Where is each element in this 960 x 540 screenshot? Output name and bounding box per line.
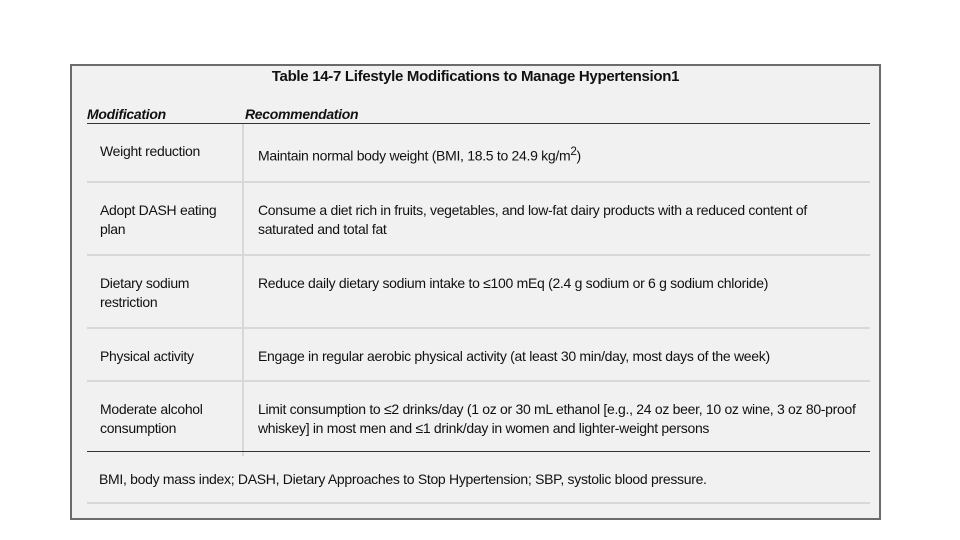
recommendation-cell: Engage in regular aerobic physical activity (at least 30 min/day, most days of the week) <box>258 348 770 364</box>
table-row <box>87 124 870 183</box>
table-footnote: BMI, body mass index; DASH, Dietary Approaches to Stop Hypertension; SBP, systolic blood pressure. <box>99 471 707 487</box>
recommendation-text: Maintain normal body weight (BMI, 18.5 to 24.9 kg/m <box>258 147 571 164</box>
recommendation-tail: ) <box>576 147 581 164</box>
table-row <box>87 329 870 382</box>
column-header-recommendation: Recommendation <box>245 106 359 122</box>
table-row <box>87 382 870 456</box>
table-row <box>87 183 870 256</box>
recommendation-cell: Reduce daily dietary sodium intake to ≤100 mEq (2.4 g sodium or 6 g sodium chloride) <box>258 275 769 291</box>
table-frame <box>70 64 881 520</box>
modification-cell: Moderate alcohol consumption <box>87 382 244 456</box>
table-row <box>87 256 870 329</box>
modification-cell: Physical activity <box>87 329 244 380</box>
recommendation-cell: Consume a diet rich in fruits, vegetables, and low-fat dairy products with a reduced content of saturated and total fat <box>258 202 807 237</box>
column-header-modification: Modification <box>87 106 166 122</box>
recommendation-cell <box>246 124 870 181</box>
superscript: 2 <box>570 145 577 158</box>
bottom-rule <box>87 502 870 504</box>
modification-cell: Adopt DASH eating plan <box>87 183 244 254</box>
table-title: Table 14-7 Lifestyle Modifications to Manage Hypertension1 <box>271 68 680 85</box>
modification-cell: Weight reduction <box>87 124 244 181</box>
recommendation-cell: Limit consumption to ≤2 drinks/day (1 oz or 30 mL ethanol [e.g., 24 oz beer, 10 oz wine, 3 oz 80-proof whiskey] in most men and ≤1 drink/day in women and lighter-weight persons <box>258 401 856 436</box>
table-body <box>87 124 870 456</box>
footer-divider <box>87 451 870 452</box>
modification-cell: Dietary sodium restriction <box>87 256 244 327</box>
